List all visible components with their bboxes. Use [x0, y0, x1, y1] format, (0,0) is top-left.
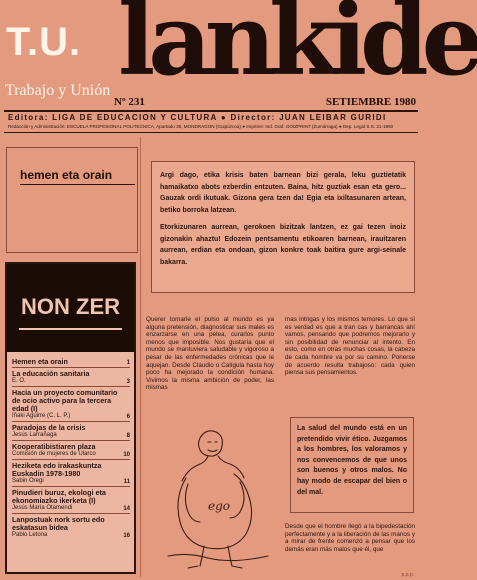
toc-item-page: 3	[126, 379, 130, 385]
toc-item-page: 10	[123, 452, 130, 458]
ego-label: ego	[208, 499, 231, 513]
toc-item-title: Kooperatibistiaren plaza	[12, 442, 96, 451]
article-column-right: mas intrigas y los mismos temores. Lo que sí es verdad es que a tran cas y barrancas ahí vamos, pensando que podremos mejorarlo y sin posibilidad de renunciar al intento. En esto, como en otras muchas cosas, la cabeza de cada hombre va por su camino. Ponerse de acuerdo resulta trabajoso: cada quien piensa sus pensamientos.	[285, 316, 415, 377]
toc-list	[7, 352, 134, 540]
toc-heading-block	[7, 264, 134, 352]
toc-item-author: Comisión de mujeres de Ularco	[12, 451, 96, 457]
issue-date: SETIEMBRE 1980	[325, 96, 416, 108]
feature-title: hemen eta orain	[20, 168, 113, 182]
toc-item-page: 16	[123, 533, 130, 539]
pull-quote-box	[290, 417, 414, 513]
masthead-rule-top	[4, 110, 418, 112]
toc-item-title: Hacia un proyecto comunitario de ocio activo para la tercera edad (I)	[12, 388, 118, 413]
toc-item[interactable]	[12, 441, 130, 460]
editor-credits: Editora: LIGA DE EDUCACION Y CULTURA ● Director: JUAN LEIBAR GURIDI	[8, 113, 387, 122]
toc-item-title: Paradojas de la crisis	[12, 423, 86, 432]
toc-item-author: Jesús Larrañaga	[12, 432, 57, 438]
editorial-paragraph-2: Etorkizunaren aurrean, gerokoen bizitzak lantzen, ez gai tezen inoiz gizonakin ahaztu! Edozein pentsamentu etikoaren barnean, irauitzaren aurrean, erdian eta ondoan, gizon konkre toak baitira gure argi-seinale bakarra.	[160, 224, 406, 266]
toc-item-title: La educación sanitaria	[12, 369, 90, 378]
toc-item-title: Hemen eta orain	[12, 357, 68, 366]
toc-item-title: Heziketa edo irakaskuntza Euskadin 1978-1980	[12, 461, 102, 478]
toc-item-page: 8	[126, 433, 130, 439]
toc-item[interactable]	[12, 514, 130, 540]
masthead-rule-bottom	[4, 132, 418, 133]
toc-item-author: Iñaki Aguirre (C. L. P.)	[12, 413, 71, 419]
tu-logo: T.U.	[6, 20, 82, 64]
toc-item[interactable]	[12, 387, 130, 422]
toc-item-page: 1	[126, 360, 130, 366]
toc-item[interactable]	[12, 487, 130, 514]
editorial-box	[151, 161, 415, 293]
toc-item-page: 14	[123, 506, 130, 512]
toc-heading: NON ZER	[19, 286, 122, 330]
toc-item-author: Sabin Oregi	[12, 478, 44, 484]
toc-item[interactable]	[12, 368, 130, 387]
footer-mark: p.p.p.	[401, 572, 414, 578]
toc-item[interactable]	[12, 460, 130, 487]
toc-item[interactable]	[12, 422, 130, 441]
toc-item[interactable]	[12, 356, 130, 368]
issue-number: Nº 231	[114, 96, 145, 108]
feature-title-box	[6, 147, 138, 253]
article-column-bottom: Desde que el hombre llegó a la bipedestación perfectamente y a la liberación de las manos y a mirar de frente comenzó a pensar que los demás eran más malos que él, que	[285, 523, 415, 553]
brand-logo: lankide	[118, 0, 477, 98]
toc-item-author: Jesús María Otamendi	[12, 505, 73, 511]
toc-item-author: E. O.	[12, 378, 26, 384]
tu-subtitle: Trabajo y Unión	[5, 82, 111, 99]
redaction-credits: Redacción y Administración: ESCUELA PROFESIONAL POLITECNICA, Apartado 35, MONDRAGON (Guipúzcoa) ● Imprime: Ind. Graf. GOIZPRINT (Zumárraga) ● Dep. Legal S.S. 21-1960	[8, 124, 394, 129]
toc-item-page: 6	[126, 414, 130, 420]
toc-item-title: Lanpostuak nork sortu edo eskatasun bidea	[12, 515, 105, 532]
editorial-paragraph-1: Argi dago, etika krisis baten barnean bizi gerala, leku guztietatik hamaikatxo abots ezberdin entzuten. Baina, hitz guztiak esan eta gero... Gauzak ordi ikutuak. Gizona gera tzen da! Egia eta ixiltasunaren artean, betiko borroka latzean.	[160, 172, 406, 214]
toc-item-author: Pablo Letona	[12, 532, 48, 538]
table-of-contents	[5, 262, 136, 574]
toc-item-title: Pinudieri buruz, ekologi eta ekonomiazko ikerketa (I)	[12, 488, 106, 505]
article-column-left: Querer tomarle el pulso al mundo es ya alguna pretensión, diagnosticar sus males es enzarzarse en una pelea, curarlos punto menos que imposible. Nos gustaría que el mundo se mantuviera saludable y vigoroso a pesar de las enfermedades crónicas que le aquejan. Desde Claudio o Calígula hasta hoy poco ha mejorado la condición humana. Vivimos la misma ambición de poder, las mismas	[146, 316, 274, 392]
feature-title-underline	[20, 184, 135, 185]
ego-illustration	[148, 386, 282, 572]
toc-item-page: 11	[123, 479, 130, 485]
pull-quote: La salud del mundo está en un pretendido vivir ético. Juzgamos a los hombres, los valoramos y nos convencemos de que unos son buenos y otros malos. No hay modo de escapar del bien o del mal.	[297, 425, 407, 496]
